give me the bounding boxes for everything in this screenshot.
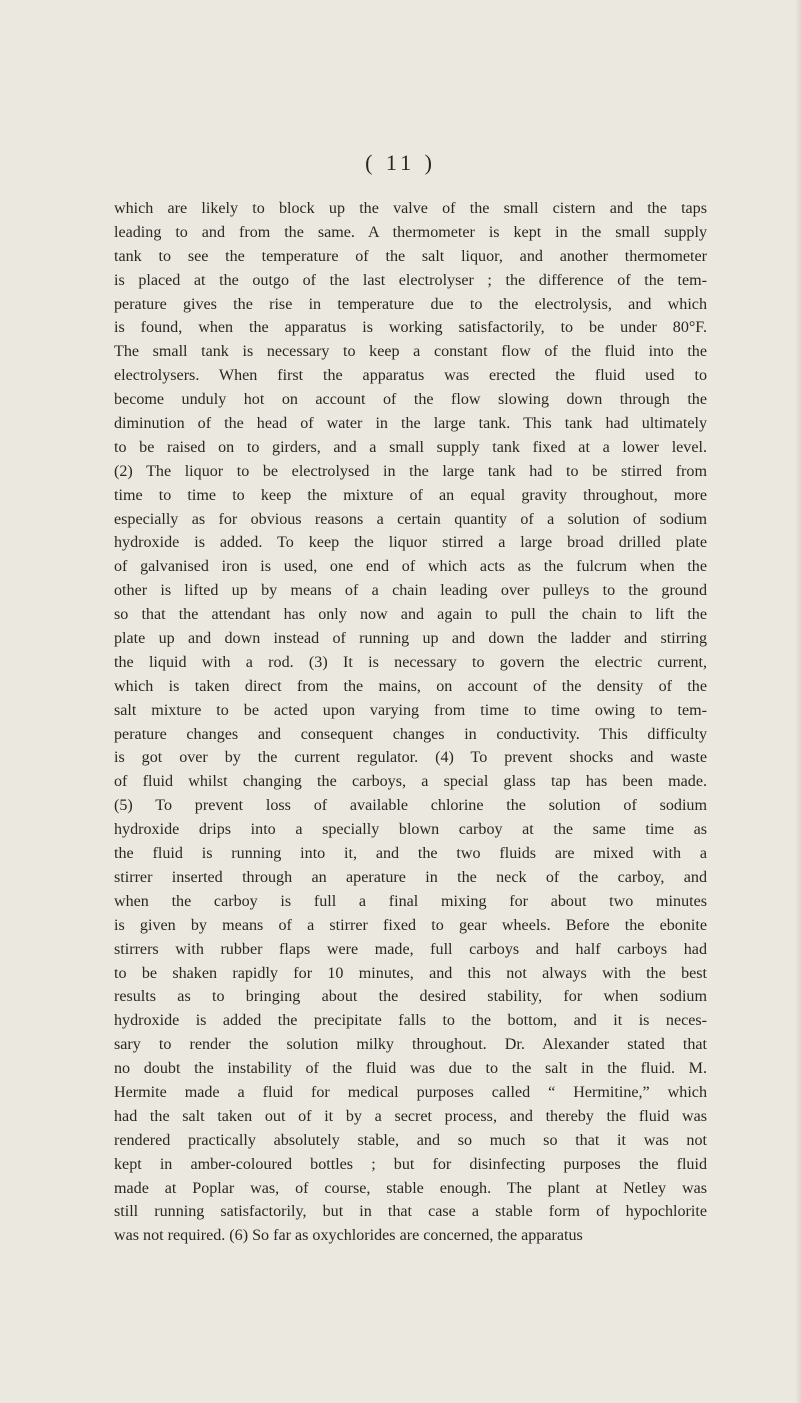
text-line: is given by means of a stirrer fixed to gear wheels. Before the ebonite bbox=[114, 916, 707, 934]
text-line: sary to render the solution milky throughout. Dr. Alexander stated that bbox=[114, 1036, 707, 1054]
text-line: time to time to keep the mixture of an equal gravity throughout, more bbox=[114, 486, 707, 504]
text-line: perature gives the rise in temperature due to the electrolysis, and which bbox=[114, 295, 707, 313]
text-line: salt mixture to be acted upon varying from time to time owing to tem- bbox=[114, 701, 707, 719]
text-line: electrolysers. When first the apparatus was erected the fluid used to bbox=[114, 367, 707, 385]
text-line: the liquid with a rod. (3) It is necessary to govern the electric current, bbox=[114, 653, 707, 671]
text-line: was not required. (6) So far as oxychlorides are concerned, the apparatus bbox=[114, 1227, 583, 1245]
text-line: The small tank is necessary to keep a constant flow of the fluid into the bbox=[114, 343, 707, 361]
text-line: leading to and from the same. A thermometer is kept in the small supply bbox=[114, 223, 707, 241]
text-line: of fluid whilst changing the carboys, a special glass tap has been made. bbox=[114, 773, 707, 791]
text-line: the fluid is running into it, and the two fluids are mixed with a bbox=[114, 845, 707, 863]
text-line: stirrer inserted through an aperature in the neck of the carboy, and bbox=[114, 868, 707, 886]
text-line: made at Poplar was, of course, stable enough. The plant at Netley was bbox=[114, 1179, 707, 1197]
text-line: hydroxide drips into a specially blown carboy at the same time as bbox=[114, 821, 707, 839]
text-line: perature changes and consequent changes in conductivity. This difficulty bbox=[114, 725, 707, 743]
page-edge bbox=[795, 0, 801, 1403]
text-line: especially as for obvious reasons a certain quantity of a solution of sodium bbox=[114, 510, 707, 528]
text-line: stirrers with rubber flaps were made, full carboys and half carboys had bbox=[114, 940, 707, 958]
text-line: which is taken direct from the mains, on account of the density of the bbox=[114, 677, 707, 695]
text-line: other is lifted up by means of a chain leading over pulleys to the ground bbox=[114, 582, 707, 600]
text-line: still running satisfactorily, but in that case a stable form of hypochlorite bbox=[114, 1203, 707, 1221]
text-line: when the carboy is full a final mixing for about two minutes bbox=[114, 892, 707, 910]
text-line: kept in amber-coloured bottles ; but for disinfecting purposes the fluid bbox=[114, 1155, 707, 1173]
text-line: become unduly hot on account of the flow slowing down through the bbox=[114, 391, 707, 409]
text-line: is got over by the current regulator. (4) To prevent shocks and waste bbox=[114, 749, 707, 767]
text-line: (2) The liquor to be electrolysed in the large tank had to be stirred from bbox=[114, 462, 707, 480]
text-line: of galvanised iron is used, one end of which acts as the fulcrum when the bbox=[114, 558, 707, 576]
text-line: which are likely to block up the valve of the small cistern and the taps bbox=[114, 200, 707, 217]
text-line: had the salt taken out of it by a secret process, and thereby the fluid was bbox=[114, 1107, 707, 1125]
text-line: (5) To prevent loss of available chlorine the solution of sodium bbox=[114, 797, 707, 815]
text-line: rendered practically absolutely stable, and so much so that it was not bbox=[114, 1131, 707, 1149]
text-line: Hermite made a fluid for medical purposes called “ Hermitine,” which bbox=[114, 1083, 707, 1101]
text-line: to be raised on to girders, and a small supply tank fixed at a lower level. bbox=[114, 438, 707, 456]
text-line: results as to bringing about the desired stability, for when sodium bbox=[114, 988, 707, 1006]
text-line: hydroxide is added. To keep the liquor stirred a large broad drilled plate bbox=[114, 534, 707, 552]
text-line: diminution of the head of water in the large tank. This tank had ultimately bbox=[114, 415, 707, 433]
text-line: so that the attendant has only now and again to pull the chain to lift the bbox=[114, 606, 707, 624]
text-line: is placed at the outgo of the last electrolyser ; the difference of the tem- bbox=[114, 271, 707, 289]
text-line: to be shaken rapidly for 10 minutes, and this not always with the best bbox=[114, 964, 707, 982]
text-line: no doubt the instability of the fluid was due to the salt in the fluid. M. bbox=[114, 1060, 707, 1078]
page-number: ( 11 ) bbox=[365, 150, 436, 175]
text-line: plate up and down instead of running up and down the ladder and stirring bbox=[114, 630, 707, 648]
text-line: is found, when the apparatus is working satisfactorily, to be under 80°F. bbox=[114, 319, 707, 337]
text-line: hydroxide is added the precipitate falls to the bottom, and it is neces- bbox=[114, 1012, 707, 1030]
text-line: tank to see the temperature of the salt liquor, and another thermometer bbox=[114, 247, 707, 265]
body-text bbox=[114, 197, 707, 1248]
